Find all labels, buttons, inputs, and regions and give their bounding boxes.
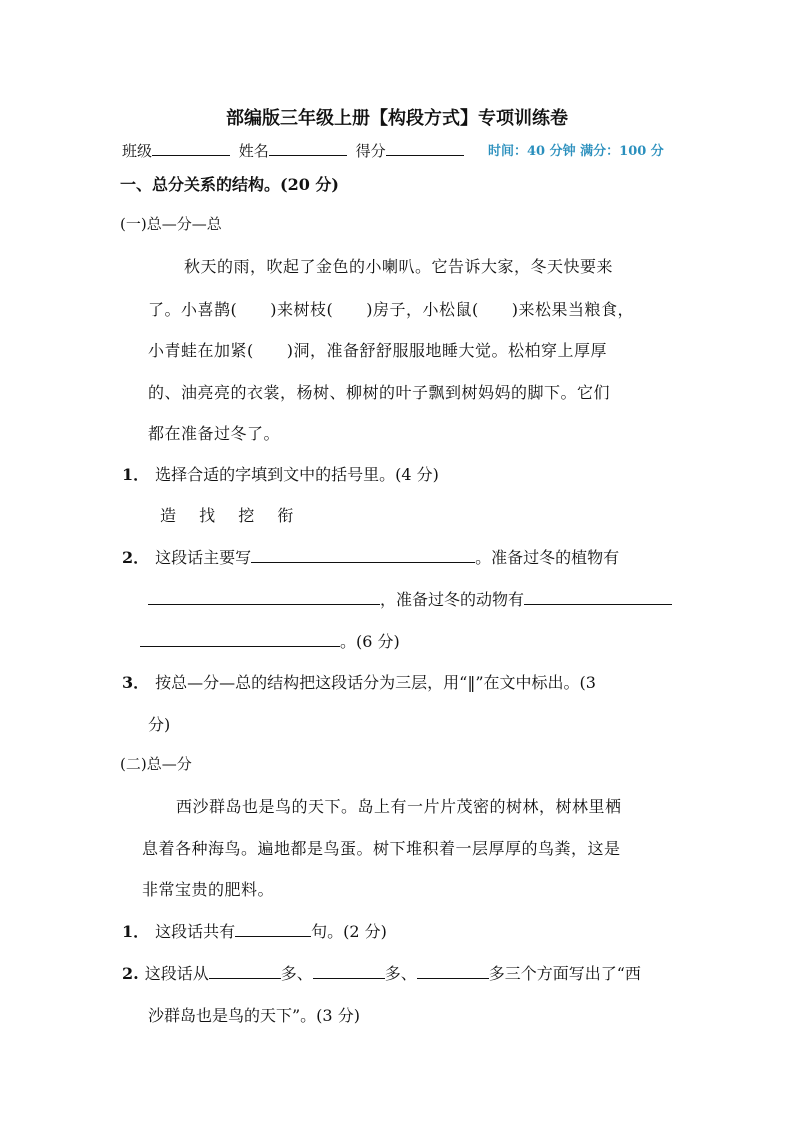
question-text: 选择合适的字填到文中的括号里。(4 分) bbox=[155, 465, 439, 484]
class-blank[interactable] bbox=[152, 141, 230, 156]
question-number: 2． bbox=[122, 548, 150, 567]
question-text: 。(6 分) bbox=[340, 632, 400, 651]
question-text: 句。(2 分) bbox=[311, 922, 387, 941]
passage2-line: 西沙群岛也是鸟的天下。岛上有一片片茂密的树林，树林里栖 bbox=[176, 797, 622, 816]
question-number: 3． bbox=[122, 673, 150, 692]
choice-char: 找 bbox=[199, 506, 216, 525]
passage1-line: 秋天的雨，吹起了金色的小喇叭。它告诉大家，冬天快要来 bbox=[184, 257, 614, 276]
question-text: 多、 bbox=[384, 964, 417, 983]
question-2 bbox=[122, 545, 619, 568]
question-3-cont: 分) bbox=[148, 715, 171, 734]
passage1-line: 小青蛙在加紧( )洞，准备舒舒服服地睡大觉。松柏穿上厚厚 bbox=[148, 341, 607, 360]
question-text: 这段话主要写 bbox=[155, 548, 252, 567]
answer-blank[interactable] bbox=[148, 588, 380, 605]
passage2-line: 息着各种海鸟。遍地都是鸟蛋。树下堆积着一层厚厚的鸟粪，这是 bbox=[142, 839, 621, 858]
question-number: 1． bbox=[122, 465, 150, 484]
part2-label: (二)总—分 bbox=[120, 755, 192, 773]
question-number: 2. bbox=[122, 964, 139, 983]
choice-char: 挖 bbox=[238, 506, 255, 525]
answer-blank[interactable] bbox=[313, 962, 385, 979]
passage1-line: 都在准备过冬了。 bbox=[148, 424, 281, 443]
answer-blank[interactable] bbox=[209, 962, 281, 979]
section-heading: 一、总分关系的结构。(20 分) bbox=[120, 175, 339, 194]
question-1 bbox=[122, 462, 439, 485]
answer-blank[interactable] bbox=[524, 588, 672, 605]
passage1-line: 了。小喜鹊( )来树枝( )房子，小松鼠( )来松果当粮食， bbox=[148, 300, 634, 319]
name-label: 姓名 bbox=[238, 142, 269, 160]
question-2-cont2 bbox=[140, 629, 400, 652]
student-info-row bbox=[122, 140, 468, 161]
question-text: 多三个方面写出了“西 bbox=[488, 964, 641, 983]
question-3 bbox=[122, 670, 596, 693]
question-text: 。准备过冬的植物有 bbox=[475, 548, 620, 567]
name-blank[interactable] bbox=[269, 141, 347, 156]
time-and-score: 时间：40 分钟 满分：100 分 bbox=[488, 144, 664, 159]
part1-label: (一)总—分—总 bbox=[120, 215, 222, 233]
part2-question-2 bbox=[122, 961, 641, 984]
part2-question-1 bbox=[122, 919, 387, 942]
answer-blank[interactable] bbox=[235, 920, 311, 937]
answer-blank[interactable] bbox=[251, 546, 475, 563]
question-number: 1． bbox=[122, 922, 150, 941]
question-text: 这段话从 bbox=[144, 964, 209, 983]
score-label: 得分 bbox=[355, 142, 386, 160]
score-blank[interactable] bbox=[386, 141, 464, 156]
question-text: 这段话共有 bbox=[155, 922, 236, 941]
passage1-line: 的、油亮亮的衣裳，杨树、柳树的叶子飘到树妈妈的脚下。它们 bbox=[148, 383, 611, 402]
part2-question-2-cont: 沙群岛也是鸟的天下”。(3 分) bbox=[148, 1006, 360, 1025]
page-title: 部编版三年级上册【构段方式】专项训练卷 bbox=[226, 108, 568, 129]
answer-blank[interactable] bbox=[417, 962, 489, 979]
character-choices bbox=[160, 503, 311, 526]
question-text: 多、 bbox=[280, 964, 313, 983]
question-text: 按总—分—总的结构把这段话分为三层，用“‖”在文中标出。(3 bbox=[155, 673, 596, 692]
passage2-line: 非常宝贵的肥料。 bbox=[142, 880, 275, 899]
question-2-cont bbox=[148, 587, 672, 610]
class-label: 班级 bbox=[122, 142, 153, 160]
question-text: ，准备过冬的动物有 bbox=[380, 590, 525, 609]
choice-char: 衔 bbox=[277, 506, 294, 525]
choice-char: 造 bbox=[160, 506, 177, 525]
answer-blank[interactable] bbox=[140, 630, 340, 647]
